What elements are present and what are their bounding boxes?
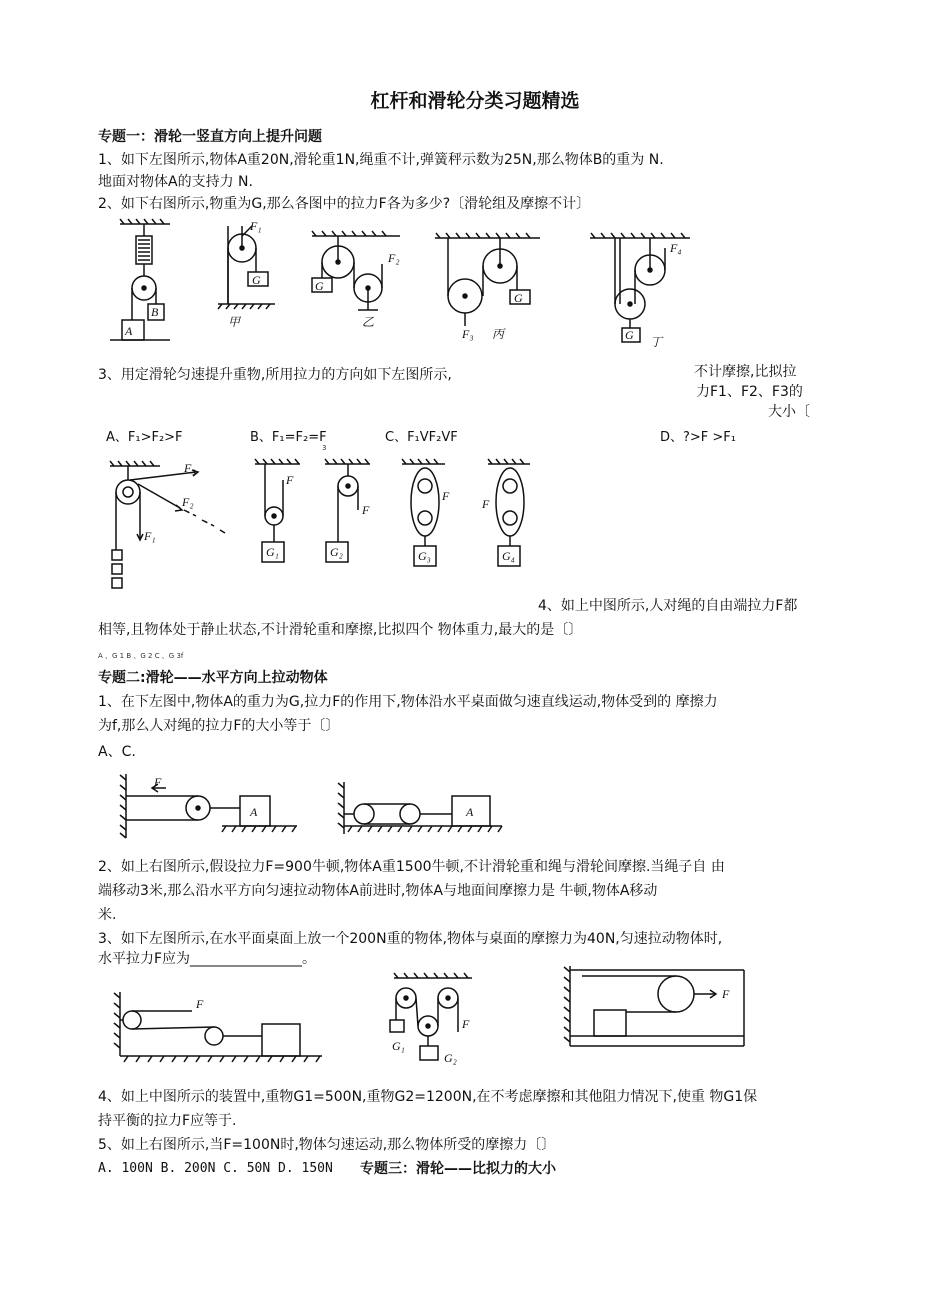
s2-q2-line1: 2、如上右图所示,假设拉力F=900牛顿,物体A重1500牛顿,不计滑轮重和绳与滑轮间摩擦.当绳子自 由	[98, 859, 725, 875]
fig-label: F	[722, 987, 730, 1001]
fig-label: A	[466, 805, 474, 819]
section1-heading: 专题一：滑轮一竖直方向上提升问题	[98, 129, 322, 145]
s2-q1-line1: 1、在下左图中,物体A的重力为G,拉力F的作用下,物体沿水平桌面做匀速直线运动,物体受到的 摩擦力	[98, 694, 718, 710]
s1-q3-option-d: D、?>F >F₁	[660, 430, 736, 445]
q3-q4-pulley-figures	[100, 458, 540, 593]
fig-label: A	[125, 324, 133, 338]
fig-label: F	[286, 473, 294, 487]
fig-label: F	[482, 497, 490, 511]
fig-label: F₂	[388, 251, 400, 265]
s2-q4-line1: 4、如上中图所示的装置中,重物G1=500N,重物G2=1200N,在不考虑摩擦和其他阻力情况下,使重 物G1保	[98, 1089, 758, 1105]
s1-q3-option-b: B、F₁=F₂=F	[250, 430, 327, 445]
fig-label: G₂	[444, 1051, 457, 1065]
s1-q3-right3: 大小〔	[768, 404, 810, 420]
fig-label: G₃	[418, 549, 431, 563]
s2-q3-q4-q5-figures	[112, 962, 752, 1072]
s1-q3-line: 3、用定滑轮匀速提升重物,所用拉力的方向如下左图所示,	[98, 367, 452, 383]
s1-q1-line2: 地面对物体A的支持力 N.	[98, 174, 253, 190]
page-title: 杠杆和滑轮分类习题精选	[370, 90, 580, 112]
s2-q5-options: A. 100N B. 200N C. 50N D. 150N	[98, 1161, 333, 1176]
s1-q3-option-b-sub: 3	[322, 444, 327, 452]
s1-q1-line1: 1、如下左图所示,物体A重20N,滑轮重1N,绳重不计,弹簧秤示数为25N,那么物体B的重为 N.	[98, 152, 664, 168]
s1-q3-option-c: C、F₁VF₂VF	[385, 430, 458, 445]
s1-q4-options: A 、G 1 B 、G 2 C 、G 3f	[98, 652, 184, 660]
s2-q2-line3: 米.	[98, 907, 117, 923]
s2-q2-line2: 端移动3米,那么沿水平方向匀速拉动物体A前进时,物体A与地面间摩擦力是 牛顿,物体A移动	[98, 883, 658, 899]
fig-label: F	[462, 1017, 470, 1031]
fig-label: F₁	[250, 219, 262, 233]
fig-label: G	[315, 279, 324, 293]
section3-heading: 专题三：滑轮——比拟力的大小	[360, 1161, 556, 1177]
fig-label: G₄	[502, 549, 515, 563]
s2-q1-line2: 为f,那么人对绳的拉力F的大小等于〔〕	[98, 718, 340, 734]
fig-label: F₃	[462, 327, 474, 341]
s2-q3-line1: 3、如下左图所示,在水平面桌面上放一个200N重的物体,物体与桌面的摩擦力为40N,匀速拉动物体时,	[98, 931, 723, 947]
s2-q3-line2: 水平拉力F应为________________。	[98, 951, 317, 967]
section2-heading: 专题二:滑轮——水平方向上拉动物体	[98, 670, 328, 686]
s1-q4-line1: 4、如上中图所示,人对绳的自由端拉力F都	[538, 598, 798, 614]
fig-label: F	[196, 997, 204, 1011]
fig-label: F	[362, 503, 370, 517]
fig-label: G₂	[330, 545, 343, 559]
s2-q1-q2-figures	[112, 770, 532, 845]
fig-label: G	[625, 328, 634, 342]
s1-q3-option-a: A、F₁>F₂>F	[106, 430, 183, 445]
s1-q4-line2: 相等,且物体处于静止状态,不计滑轮重和摩擦,比拟四个 物体重力,最大的是〔〕	[98, 622, 583, 638]
fig-label: G	[514, 291, 523, 305]
q2-pulley-figures	[100, 218, 720, 350]
fig-label: F₂	[182, 495, 194, 509]
fig-label: B	[151, 305, 159, 319]
fig-label: F₄	[670, 241, 682, 255]
fig-label: G₁	[266, 545, 279, 559]
s1-q2: 2、如下右图所示,物重为G,那么各图中的拉力F各为多少?〔滑轮组及摩擦不计〕	[98, 196, 591, 212]
fig-label: F₁	[144, 529, 156, 543]
fig-label: F₃	[184, 461, 196, 475]
fig-label: 乙	[362, 315, 375, 329]
s2-q5-line: 5、如上右图所示,当F=100N时,物体匀速运动,那么物体所受的摩擦力〔〕	[98, 1137, 556, 1153]
s1-q3-right2: 力F1、F2、F3的	[696, 384, 803, 400]
s2-q4-line2: 持平衡的拉力F应等于.	[98, 1113, 237, 1129]
s2-q1-options: A、C.	[98, 744, 136, 760]
s1-q3-right1: 不计摩擦,比拟拉	[694, 364, 797, 380]
fig-label: A	[250, 805, 258, 819]
fig-label: G	[252, 273, 261, 287]
fig-label: 甲	[228, 315, 241, 329]
fig-label: F	[442, 489, 450, 503]
fig-label: G₁	[392, 1039, 405, 1053]
fig-label: 丁	[650, 335, 663, 349]
fig-label: 丙	[492, 327, 505, 341]
fig-label: F	[154, 775, 162, 789]
